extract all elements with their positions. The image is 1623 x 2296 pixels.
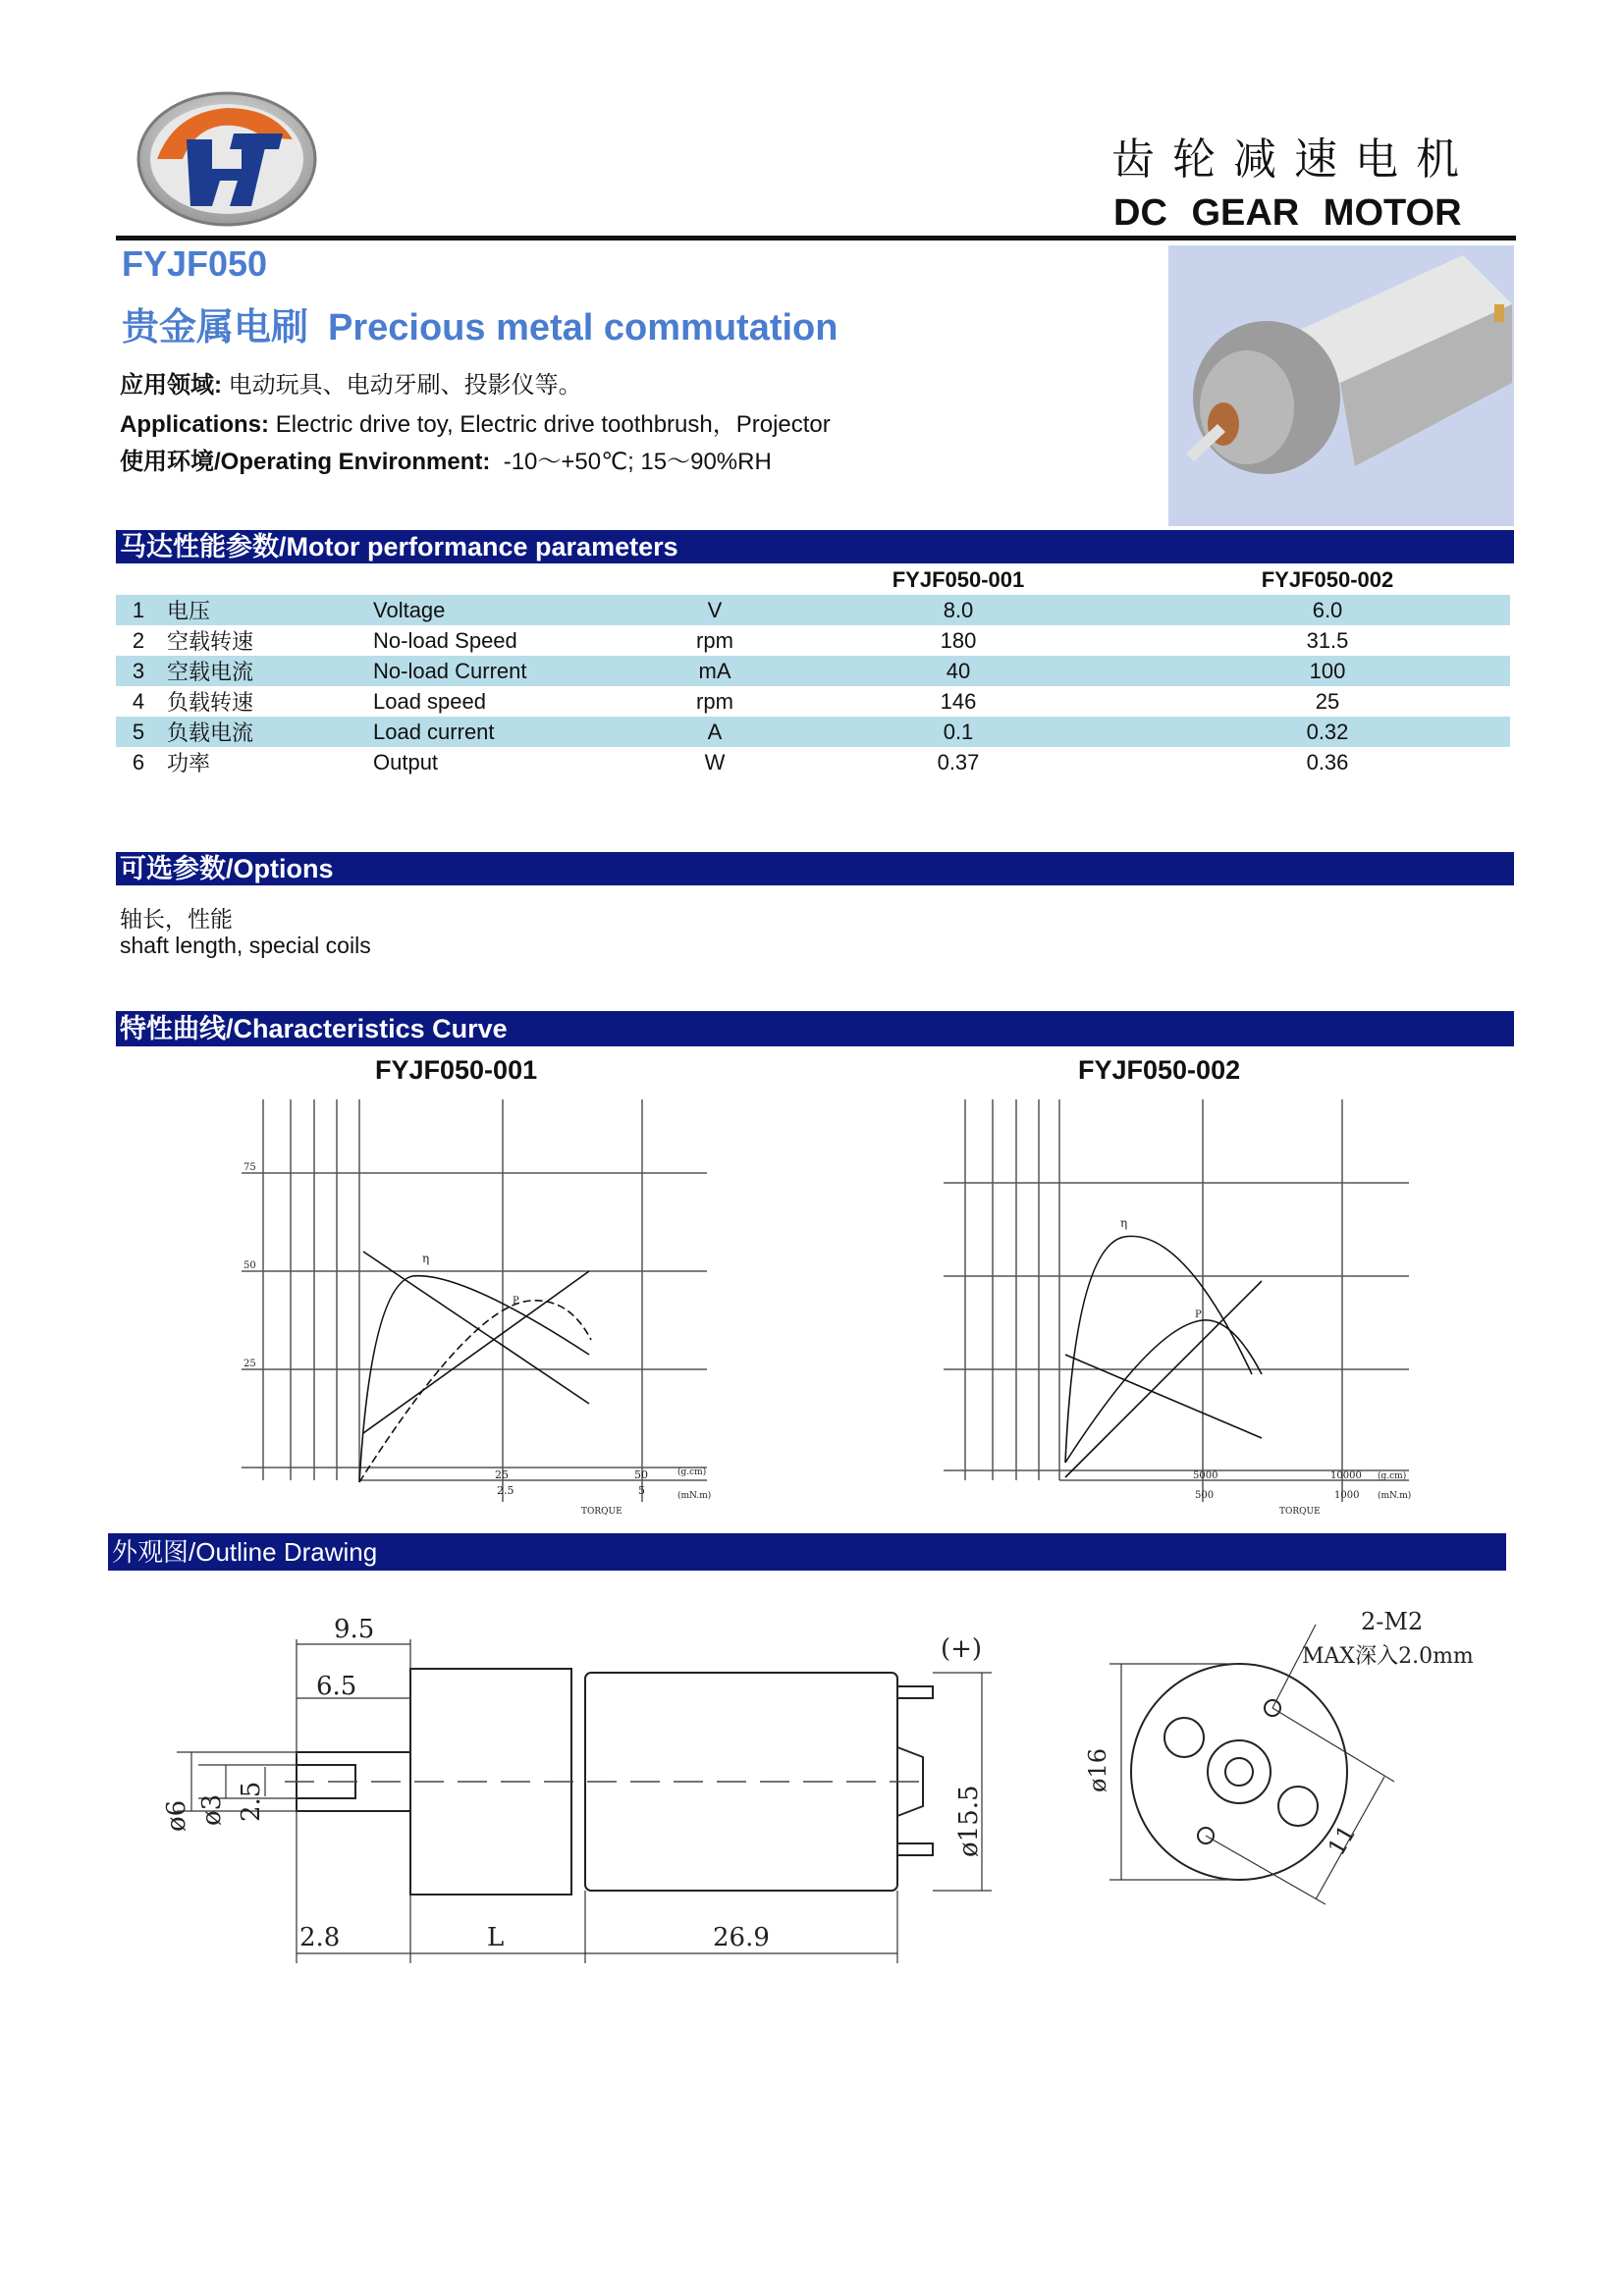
dim-26-9: 26.9 (713, 1923, 770, 1952)
row-value-001: 146 (940, 688, 977, 714)
operating-environment: 使用环境/Operating Environment: -10～+50℃; 15～90%RH (120, 449, 772, 475)
chart2-bottom-tick: 1000 (1334, 1490, 1360, 1501)
row-number: 1 (116, 595, 161, 625)
dim-d6: ø6 (162, 1799, 191, 1832)
subtitle-cn: 贵金属电刷 (122, 307, 309, 348)
terminal-top (897, 1686, 933, 1698)
chart2-gridlines (944, 1099, 1412, 1502)
applications-en-value: Electric drive toy, Electric drive toothbrush，Projector (275, 411, 831, 438)
row-label-cn: 负载电流 (161, 717, 373, 747)
row-number: 4 (132, 688, 145, 714)
options-en: shaft length, special coils (120, 933, 371, 958)
screw-left (1164, 1718, 1204, 1757)
row-label-en: Voltage (373, 595, 658, 625)
outline-heading: 外观图/Outline Drawing (108, 1533, 1506, 1571)
env-value: -10～+50℃; 15～90%RH (503, 449, 772, 475)
row-value-001: 180 (940, 627, 977, 653)
env-label: 使用环境/Operating Environment (120, 449, 483, 475)
row-label-en: Output (373, 749, 439, 774)
row-unit: mA (658, 656, 772, 686)
options-heading: 可选参数/Options (116, 852, 1514, 885)
chart1-title: FYJF050-001 (375, 1055, 538, 1085)
table-header-row (116, 565, 1510, 595)
chart1-bottom-tick: 2.5 (497, 1484, 514, 1497)
table-row (116, 747, 1510, 777)
row-label-cn: 负载转速 (167, 690, 254, 715)
row-label-en: No-load Speed (373, 627, 517, 653)
row-number: 6 (132, 749, 145, 774)
chart1-eta-label: η (422, 1252, 430, 1265)
chart1-top-tick: 50 (634, 1468, 648, 1481)
row-label-cn: 功率 (167, 751, 211, 775)
applications-cn-label: 应用领域 (120, 372, 214, 399)
applications-cn-value: 电动玩具、电动牙刷、投影仪等。 (228, 372, 582, 399)
dim-d15-5: ø15.5 (954, 1785, 984, 1857)
row-value-002: 31.5 (1306, 627, 1349, 653)
motor-photo (1168, 245, 1514, 526)
chart2-p-curve (1065, 1320, 1262, 1463)
row-value-002: 6.0 (1145, 595, 1510, 625)
table-row (116, 625, 1510, 656)
table-row (116, 656, 1510, 686)
table-row (116, 686, 1510, 717)
chart2-i-line (1065, 1281, 1262, 1477)
row-unit: A (658, 717, 772, 747)
chart1-bottom-tick: 5 (638, 1484, 645, 1497)
row-unit: W (704, 749, 726, 774)
dim-11: 11 (1322, 1820, 1362, 1860)
row-label-en: Load current (373, 717, 658, 747)
row-value-002: 100 (1145, 656, 1510, 686)
dim-L: L (487, 1923, 505, 1952)
end-face (1131, 1664, 1347, 1880)
chart2-eta-label: η (1120, 1216, 1128, 1230)
chart1-left-tick: 25 (243, 1359, 256, 1369)
chart2 (938, 1090, 1429, 1531)
chart1-eta-curve (359, 1276, 589, 1482)
subtitle (122, 296, 857, 350)
row-value-002: 25 (1315, 688, 1340, 714)
row-number: 2 (132, 627, 145, 653)
dim-d3: ø3 (197, 1793, 227, 1826)
company-logo (135, 90, 318, 228)
terminal-bottom (897, 1843, 933, 1855)
chart1-left-tick: 50 (243, 1260, 256, 1271)
model-number: FYJF050 (122, 243, 268, 284)
chart1-top-tick: 25 (495, 1468, 509, 1481)
dim-2-5: 2.5 (237, 1781, 266, 1822)
chart2-bottom-tick: 500 (1195, 1490, 1215, 1501)
dim-2m2: 2-M2 (1361, 1608, 1424, 1635)
column-header-001: FYJF050-001 (892, 567, 1025, 592)
title-english: DC GEAR MOTOR (1113, 192, 1462, 234)
chart1 (236, 1090, 727, 1531)
polarity-plus: (+) (941, 1634, 983, 1664)
chart1-unit-secondary: (mN.m) (677, 1491, 712, 1501)
row-label-en: Load speed (373, 688, 486, 714)
chart2-unit-secondary: (mN.m) (1378, 1491, 1412, 1501)
shaft-boss (1208, 1740, 1271, 1803)
row-value-002: 0.36 (1306, 749, 1349, 774)
row-value-001: 40 (772, 656, 1145, 686)
row-value-002: 0.32 (1145, 717, 1510, 747)
screw-right (1278, 1787, 1318, 1826)
options-cn: 轴长，性能 (120, 906, 233, 932)
applications-en-label: Applications (120, 411, 262, 438)
shaft-center (1225, 1758, 1253, 1786)
curves-heading: 特性曲线/Characteristics Curve (116, 1011, 1514, 1046)
outline-end-view (1070, 1600, 1512, 1924)
row-label-en: No-load Current (373, 656, 658, 686)
dim-2-8: 2.8 (299, 1923, 341, 1952)
chart2-p-label: P (1195, 1309, 1202, 1320)
performance-heading: 马达性能参数/Motor performance parameters (116, 530, 1514, 563)
outline-side-view (147, 1600, 1031, 1983)
applications-cn: 应用领域: 电动玩具、电动牙刷、投影仪等。 (120, 372, 582, 399)
chart2-unit-primary: (g.cm) (1378, 1471, 1407, 1481)
chart2-eta-curve (1065, 1236, 1252, 1463)
chart2-xlabel: TORQUE (1279, 1507, 1321, 1517)
row-value-001: 0.37 (937, 749, 980, 774)
row-label-cn: 空载电流 (161, 656, 373, 686)
chart2-n-line (1065, 1355, 1262, 1438)
row-number: 5 (116, 717, 161, 747)
chart1-xlabel: TORQUE (581, 1507, 622, 1517)
applications-en: Applications: Electric drive toy, Electric drive toothbrush，Projector (120, 411, 831, 438)
header-divider (116, 236, 1516, 240)
chart1-gridlines (242, 1099, 707, 1502)
row-value-001: 0.1 (772, 717, 1145, 747)
subtitle-en: Precious metal commutation (328, 307, 839, 348)
chart1-n-line (363, 1252, 589, 1404)
chart2-top-tick: 5000 (1193, 1470, 1218, 1481)
table-row (116, 595, 1510, 625)
dim-max-depth: MAX深入2.0mm (1302, 1644, 1474, 1669)
chart2-top-tick: 10000 (1330, 1470, 1362, 1481)
chart1-p-label: P (513, 1296, 519, 1307)
table-row (116, 717, 1510, 747)
chart1-left-tick: 75 (243, 1162, 256, 1173)
row-label-cn: 电压 (161, 595, 373, 625)
row-unit: rpm (696, 627, 733, 653)
chart2-title: FYJF050-002 (1078, 1055, 1241, 1085)
row-unit: rpm (696, 688, 733, 714)
row-number: 3 (116, 656, 161, 686)
performance-table (116, 565, 1510, 777)
dim-d16: ø16 (1084, 1748, 1111, 1792)
row-label-cn: 空载转速 (167, 629, 254, 654)
title-chinese: 齿轮减速电机 (1111, 134, 1477, 185)
chart1-unit-primary: (g.cm) (677, 1468, 707, 1477)
dim-6-5: 6.5 (316, 1672, 357, 1701)
column-header-002: FYJF050-002 (1261, 567, 1394, 592)
row-value-001: 8.0 (772, 595, 1145, 625)
row-unit: V (658, 595, 772, 625)
dim-9-5: 9.5 (334, 1615, 375, 1644)
chart1-i-line (363, 1271, 589, 1433)
